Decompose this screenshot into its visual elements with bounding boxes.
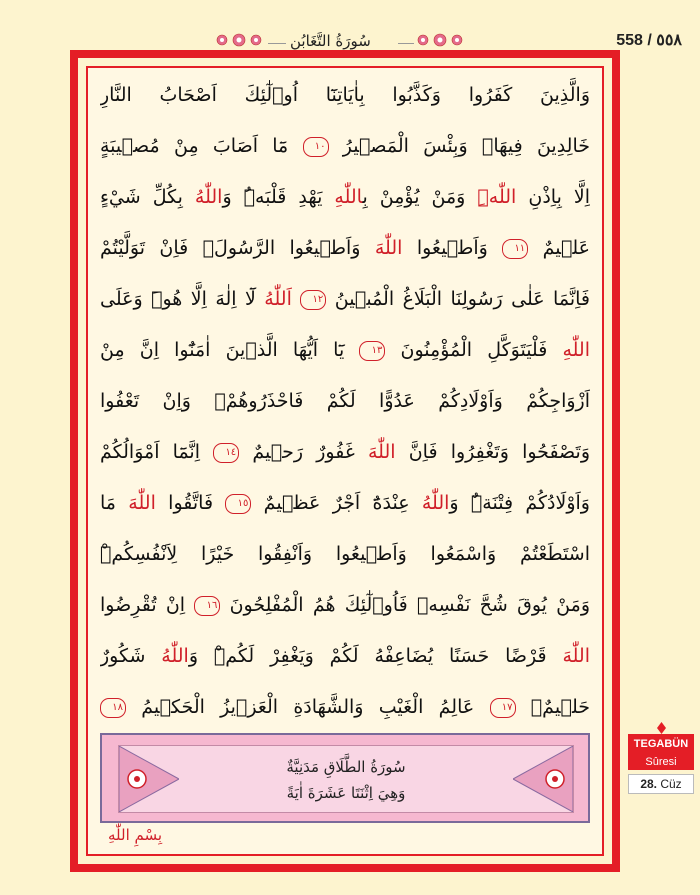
surah-side-tab[interactable] [628, 722, 694, 800]
verse-text: وَالَّذِينَ كَفَرُوا وَكَذَّبُوا بِاٰيَاتِنَٓا اُو۬لٰٓئِكَ اَصْحَابُ النَّارِ [100, 84, 590, 106]
side-tab-surah-label: Sûresi [628, 754, 694, 770]
next-surah-verse-count: وَهِيَ اِثْنَتَا عَشَرَةَ اٰيَةً [286, 784, 406, 802]
verse-line [100, 172, 590, 223]
ayah-number-marker: ١٤ [213, 443, 239, 463]
side-tab-surah-name: TEGABÜN [628, 734, 694, 754]
floral-ornament-icon [214, 30, 264, 50]
verse-text: بِكُلِّ شَيْءٍ [100, 186, 195, 208]
verse-line [100, 376, 590, 427]
divine-name: اللّٰهَ [128, 492, 156, 514]
verse-line [100, 70, 590, 121]
ayah-number-marker: ١١ [502, 239, 528, 259]
verse-text: غَفُورٌ رَح۪يمٌ [239, 441, 368, 463]
juz-label: Cüz [660, 777, 682, 791]
header-rule-right [398, 43, 414, 44]
verse-text: فَاِنَّمَا عَلٰى رَسُولِنَا الْبَلَاغُ الْمُب۪ينُ [326, 288, 590, 310]
verse-line [100, 529, 590, 580]
fleur-icon [657, 722, 666, 734]
next-surah-name: سُورَةُ الطَّلَاقِ مَدَنِيَّةٌ [286, 758, 406, 776]
verse-text: لَٓا اِلٰهَ اِلَّا هُوَۜ وَعَلَى [100, 288, 265, 310]
divine-name: اللّٰهُ [161, 645, 189, 667]
verse-text: وَاَط۪يعُوا الرَّسُولَۚ فَاِنْ تَوَلَّيْتُمْ [100, 237, 375, 259]
floral-corner-icon [119, 746, 179, 812]
divine-name: اللّٰهَ [374, 237, 403, 259]
ayah-number-marker: ١٥ [225, 494, 251, 514]
verse-line [100, 121, 590, 172]
verse-text: مَٓا اَصَابَ مِنْ مُص۪يبَةٍ [100, 135, 303, 157]
side-tab-juz [628, 774, 694, 794]
next-surah-panel [118, 745, 574, 813]
verse-line [100, 580, 590, 631]
verse-text: خَالِدِينَ فِيهَاۜ وَبِئْسَ الْمَص۪يرُ [328, 135, 590, 157]
divine-name: اللّٰهِ [562, 339, 590, 361]
ayah-number-marker: ١٨ [100, 698, 126, 718]
verse-line [100, 478, 590, 529]
verse-text: حَل۪يمٌۙ [515, 696, 590, 718]
surah-title: سُورَةُ التَّغَابُنِ [290, 32, 371, 50]
verse-text: وَمَنْ يُوقَ شُحَّ نَفْسِه۪ فَاُو۬لٰٓئِكَ هُمُ الْمُفْلِحُونَ [220, 594, 590, 616]
verse-text: قَرْضًا حَسَنًا يُضَاعِفْهُ لَكُمْ وَيَغْفِرْ لَكُمْۜ وَ [188, 645, 563, 667]
ayah-number-marker: ١٢ [300, 290, 326, 310]
verse-line [100, 325, 590, 376]
verse-text: وَمَنْ يُؤْمِنْ بِ [362, 186, 478, 208]
verse-text: اِلَّا بِاِذْنِ [516, 186, 590, 208]
divine-name: اللّٰهَ [562, 645, 590, 667]
verse-text: اِنْ تُقْرِضُوا [100, 594, 195, 616]
verse-line [100, 682, 590, 733]
divine-name: اَللّٰهُ [264, 288, 292, 310]
verse-line [100, 223, 590, 274]
verse-text: وَتَصْفَحُوا وَتَغْفِرُوا فَاِنَّ [395, 441, 590, 463]
header-rule-left [268, 43, 286, 44]
verse-text: شَكُورٌ [100, 645, 162, 667]
verse-text: اِنَّمَٓا اَمْوَالُكُمْ [100, 441, 214, 463]
verse-text: يَٓا اَيُّهَا الَّذ۪ينَ اٰمَنُٓوا اِنَّ مِنْ [100, 339, 360, 361]
divine-name: اللّٰهُ [421, 492, 450, 514]
verse-text: يَهْدِ قَلْبَهُۜ وَ [222, 186, 335, 208]
ayah-number-marker: ١٣ [359, 341, 385, 361]
verse-text: عَالِمُ الْغَيْبِ وَالشَّهَادَةِ الْعَز۪يزُ الْحَك۪يمُ [126, 696, 490, 718]
ayah-number-marker: ١٦ [194, 596, 220, 616]
verse-text: عِنْدَهُٓ اَجْرٌ عَظ۪يمٌ [251, 492, 422, 514]
page-number: 558 / ٥٥٨ [616, 32, 682, 49]
ayah-number-marker: ١٠ [303, 137, 329, 157]
verse-text: مَا [100, 492, 129, 514]
floral-corner-icon [513, 746, 573, 812]
verse-text [292, 288, 300, 310]
divine-name: اللّٰهِ [334, 186, 363, 208]
verse-text: وَاَط۪يعُوا [402, 237, 503, 259]
verse-text: فَلْيَتَوَكَّلِ الْمُؤْمِنُونَ [385, 339, 563, 361]
divine-name: اللّٰهِۜ [477, 186, 517, 208]
verse-line [100, 631, 590, 682]
ayah-number-marker: ١٧ [490, 698, 516, 718]
verse-text: فَاتَّقُوا [155, 492, 226, 514]
basmala: بِسْمِ اللّٰهِ [108, 826, 163, 844]
floral-ornament-icon [415, 30, 465, 50]
verse-text: وَاَوْلَادُكُمْ فِتْنَةٌۜ وَ [449, 492, 590, 514]
verse-text-area [100, 70, 590, 720]
divine-name: اللّٰهَ [367, 441, 396, 463]
verse-line [100, 427, 590, 478]
juz-number: 28. [640, 777, 657, 791]
verse-text: اَزْوَاجِكُمْ وَاَوْلَادِكُمْ عَدُوًّا لَكُمْ فَاحْذَرُوهُمْۚ وَاِنْ تَعْفُوا [100, 390, 590, 412]
verse-text: عَل۪يمٌ [528, 237, 590, 259]
divine-name: اللّٰهُ [194, 186, 223, 208]
verse-line [100, 274, 590, 325]
verse-text: اسْتَطَعْتُمْ وَاسْمَعُوا وَاَط۪يعُوا وَاَنْفِقُوا خَيْرًا لِاَنْفُسِكُمْۜ [100, 543, 590, 565]
next-surah-box [100, 733, 590, 823]
